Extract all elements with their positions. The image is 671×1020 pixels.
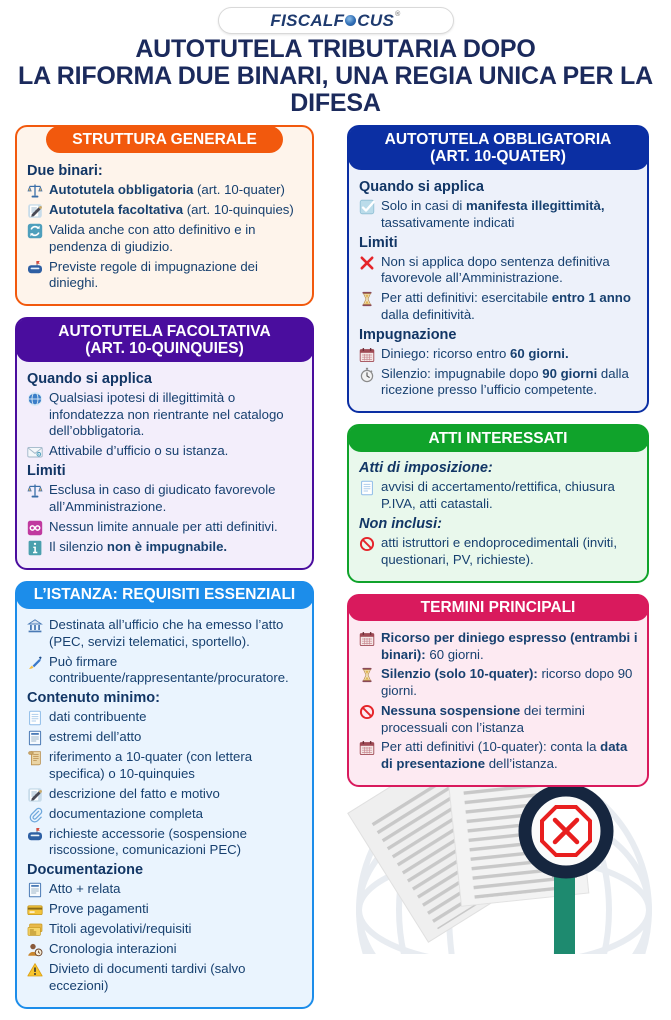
hourglass-icon xyxy=(359,291,375,307)
card-header xyxy=(348,425,649,452)
card-atti-interessati xyxy=(347,424,649,582)
bold-text: data di presentazione xyxy=(381,739,628,772)
list-item xyxy=(27,806,304,823)
list-item xyxy=(27,941,304,958)
item-text xyxy=(49,786,304,803)
text: Silenzio: impugnabile dopo xyxy=(381,365,543,381)
text: Diniego: ricorso entro xyxy=(381,345,511,361)
list-item xyxy=(359,630,639,664)
card-autotutela-obbligatoria xyxy=(347,125,649,413)
right-column xyxy=(347,125,649,798)
cards-icon xyxy=(27,922,43,938)
document-lines-icon xyxy=(27,730,43,746)
document-lines-icon xyxy=(27,882,43,898)
item-text xyxy=(381,366,639,400)
warning-icon xyxy=(27,962,43,978)
text: Titoli agevolativi/requisiti xyxy=(49,921,192,937)
text: 60 giorni. xyxy=(425,646,484,662)
signature-icon xyxy=(27,655,43,671)
list-item xyxy=(359,254,639,288)
item-text xyxy=(49,222,304,256)
item-text xyxy=(49,729,304,746)
text: avvisi di accertamento/rettifica, chiusura P.IVA, atti catastali. xyxy=(381,479,615,512)
person-clock-icon xyxy=(27,942,43,958)
item-text xyxy=(381,479,639,513)
text: descrizione del fatto e motivo xyxy=(49,785,220,801)
item-text xyxy=(381,535,639,569)
item-text xyxy=(49,901,304,918)
bold-text: non è impugnabile. xyxy=(106,538,228,554)
title-line-1: AUTOTUTELA TRIBUTARIA DOPO xyxy=(135,35,536,63)
section-heading: Quando si applica xyxy=(359,178,484,195)
text: Per atti definitivi (10-quater): conta la xyxy=(381,739,601,755)
text: Per atti definitivi: esercitabile xyxy=(381,290,552,306)
text: Solo in casi di xyxy=(381,197,467,213)
item-text xyxy=(381,703,639,737)
card-struttura-generale xyxy=(15,125,314,306)
item-text xyxy=(49,921,304,938)
list-item xyxy=(27,709,304,726)
bold-text: manifesta illegittimità, xyxy=(466,197,605,213)
section-heading: Limiti xyxy=(359,234,398,251)
list-item xyxy=(359,703,639,737)
hourglass-icon xyxy=(359,667,375,683)
text: Atto + relata xyxy=(49,881,121,897)
card-body xyxy=(349,620,647,785)
logo-registered-mark: ® xyxy=(395,10,401,18)
list-item xyxy=(359,290,639,324)
list-item xyxy=(27,786,304,803)
card-title-line: ATTI INTERESSATI xyxy=(428,429,568,447)
mailbox-icon xyxy=(27,827,43,843)
bold-text: entro 1 anno xyxy=(551,290,631,306)
no-entry-icon xyxy=(359,536,375,552)
document-icon xyxy=(27,710,43,726)
list-item xyxy=(27,881,304,898)
card-header xyxy=(16,318,314,363)
text: ricorso dopo 90 giorni. xyxy=(381,666,633,699)
item-text xyxy=(49,202,304,219)
section-heading: Quando si applica xyxy=(27,370,152,387)
list-item xyxy=(27,519,304,536)
item-text xyxy=(381,254,639,288)
card-body xyxy=(349,450,647,580)
item-text xyxy=(49,390,304,440)
item-text xyxy=(49,826,304,860)
text: Non si applica dopo sentenza definitiva favorevole all’Amministrazione. xyxy=(381,253,610,286)
card-istanza-requisiti xyxy=(15,581,314,1009)
title-line-3: DIFESA xyxy=(290,88,381,117)
text: Nessun limite annuale per atti definitivi. xyxy=(49,518,278,534)
document-edit-icon xyxy=(27,203,43,219)
card-title-line: AUTOTUTELA OBBLIGATORIA xyxy=(384,130,612,148)
bank-icon xyxy=(27,618,43,634)
card-title-line: (ART. 10-QUATER) xyxy=(430,148,566,166)
left-column xyxy=(15,125,314,1019)
list-item xyxy=(27,539,304,556)
list-item xyxy=(359,366,639,400)
text: (art. 10-quater) xyxy=(193,182,285,198)
item-text xyxy=(49,961,304,995)
text: dei termini processuali con l’istanza xyxy=(381,702,585,735)
section-heading: Limiti xyxy=(27,463,66,480)
stopwatch-icon xyxy=(359,367,375,383)
text: (art. 10-quinquies) xyxy=(183,202,294,218)
text: riferimento a 10-quater (con lettera specifica) o 10-quinquies xyxy=(49,749,253,781)
section-heading: Atti di imposizione: xyxy=(359,460,493,477)
text: Destinata all’ufficio che ha emesso l’atto (PEC, servizi telematici, sportello). xyxy=(49,617,284,649)
document-edit-icon xyxy=(27,787,43,803)
list-item xyxy=(27,482,304,516)
text: Esclusa in caso di giudicato favorevole all’Amministrazione. xyxy=(49,482,276,514)
item-text xyxy=(381,739,639,773)
logo-text xyxy=(270,11,400,31)
bold-text: 90 giorni xyxy=(542,365,598,381)
list-item xyxy=(359,198,639,232)
section-heading: Contenuto minimo: xyxy=(27,690,160,707)
mailbox-icon xyxy=(27,260,43,276)
text: Il silenzio xyxy=(49,538,107,554)
card-header xyxy=(348,594,649,621)
logo-focus-dot-icon xyxy=(345,15,356,26)
item-text xyxy=(381,290,639,324)
text: Qualsiasi ipotesi di illegittimità o infondatezza non rientrante nel catalogo dell’obbligatoria. xyxy=(49,389,284,439)
scales-icon xyxy=(27,183,43,199)
text: Divieto di documenti tardivi (salvo eccezioni) xyxy=(49,961,246,993)
credit-card-icon xyxy=(27,902,43,918)
text: dell’istanza. xyxy=(485,756,558,772)
calendar-icon xyxy=(359,631,375,647)
card-autotutela-facoltativa xyxy=(15,317,314,570)
list-item xyxy=(27,921,304,938)
list-item xyxy=(359,479,639,513)
text: estremi dell’atto xyxy=(49,729,142,745)
text: Può firmare contribuente/rappresentante/procuratore. xyxy=(49,653,289,686)
list-item xyxy=(27,901,304,918)
bold-text: Ricorso per diniego espresso (entrambi i binari): xyxy=(381,629,638,662)
item-text xyxy=(49,182,304,199)
text: Attivabile d’ufficio o su istanza. xyxy=(49,443,229,459)
item-text xyxy=(49,806,304,823)
item-text xyxy=(381,346,639,363)
item-text xyxy=(49,881,304,898)
card-body xyxy=(349,169,647,411)
logo-part2: CUS xyxy=(357,10,395,30)
bold-text: Autotutela facoltativa xyxy=(49,202,184,218)
text: Previste regole di impugnazione dei dinieghi. xyxy=(49,258,258,291)
text: Cronologia interazioni xyxy=(49,941,177,957)
calendar-icon xyxy=(359,740,375,756)
section-heading: Impugnazione xyxy=(359,326,457,343)
scroll-icon xyxy=(27,750,43,766)
list-item xyxy=(27,617,304,651)
list-item xyxy=(359,346,639,363)
item-text xyxy=(381,198,639,232)
envelope-icon xyxy=(27,444,43,460)
infographic-page xyxy=(0,7,671,993)
list-item xyxy=(27,729,304,746)
card-termini-principali xyxy=(347,594,649,787)
text: dalla definitività. xyxy=(381,306,475,322)
list-item xyxy=(359,535,639,569)
text: atti istruttori e endoprocedimentali (inviti, questionari, PV, richieste). xyxy=(381,534,618,567)
list-item xyxy=(27,182,304,199)
item-text xyxy=(49,617,304,651)
refresh-icon xyxy=(27,223,43,239)
bold-text: 60 giorni. xyxy=(510,345,569,361)
card-title-line: TERMINI PRINCIPALI xyxy=(420,599,576,617)
item-text xyxy=(49,482,304,516)
globe-icon xyxy=(27,391,43,407)
bold-text: Nessuna sospensione xyxy=(381,702,521,718)
list-item xyxy=(27,390,304,440)
list-item xyxy=(27,654,304,688)
logo-part1: FISCALF xyxy=(270,10,345,30)
item-text xyxy=(49,519,304,536)
document-icon xyxy=(359,480,375,496)
info-icon xyxy=(27,540,43,556)
list-item xyxy=(27,443,304,460)
list-item xyxy=(27,202,304,219)
bold-text: Autotutela obbligatoria xyxy=(49,182,194,198)
card-header xyxy=(46,126,283,153)
fiscalfocus-logo xyxy=(218,7,454,34)
cards-area xyxy=(0,125,671,1019)
no-entry-icon xyxy=(359,704,375,720)
text: dati contribuente xyxy=(49,709,147,725)
card-body xyxy=(17,361,312,568)
list-item xyxy=(27,826,304,860)
item-text xyxy=(49,259,304,293)
text: tassativamente indicati xyxy=(381,214,515,230)
item-text xyxy=(49,941,304,958)
item-text xyxy=(49,539,304,556)
card-header xyxy=(16,581,314,608)
checkbox-icon xyxy=(359,199,375,215)
section-heading: Non inclusi: xyxy=(359,515,442,532)
item-text xyxy=(381,630,639,664)
text: Valida anche con atto definitivo e in pendenza di giudizio. xyxy=(49,222,256,254)
red-x-icon xyxy=(359,255,375,271)
card-body xyxy=(17,153,312,304)
title-line-2: LA RIFORMA DUE BINARI, UNA REGIA UNICA PER LA xyxy=(18,61,653,90)
calendar-icon xyxy=(359,347,375,363)
list-item xyxy=(27,222,304,256)
item-text xyxy=(49,654,304,688)
section-heading: Due binari: xyxy=(27,163,103,180)
list-item xyxy=(359,739,639,773)
list-item xyxy=(27,749,304,783)
card-title-line: AUTOTUTELA FACOLTATIVA xyxy=(58,322,271,340)
list-item xyxy=(359,666,639,700)
bold-text: Silenzio (solo 10-quater): xyxy=(381,666,538,682)
item-text xyxy=(49,709,304,726)
text: Prove pagamenti xyxy=(49,901,149,917)
section-heading: Documentazione xyxy=(27,862,144,879)
paperclip-icon xyxy=(27,807,43,823)
card-title-line: (ART. 10-QUINQUIES) xyxy=(85,340,244,358)
card-title-line: STRUTTURA GENERALE xyxy=(72,130,257,148)
item-text xyxy=(49,749,304,783)
list-item xyxy=(27,259,304,293)
text: dalla ricezione presso l’ufficio competente. xyxy=(381,365,629,398)
infinity-icon xyxy=(27,520,43,536)
card-header xyxy=(348,126,649,171)
text: richieste accessorie (sospensione riscossione, comunicazioni PEC) xyxy=(49,825,247,858)
scales-icon xyxy=(27,483,43,499)
item-text xyxy=(49,443,304,460)
text: documentazione completa xyxy=(49,805,203,821)
list-item xyxy=(27,961,304,995)
item-text xyxy=(381,666,639,700)
page-title xyxy=(6,36,665,116)
card-title-line: L’ISTANZA: REQUISITI ESSENZIALI xyxy=(33,586,296,604)
